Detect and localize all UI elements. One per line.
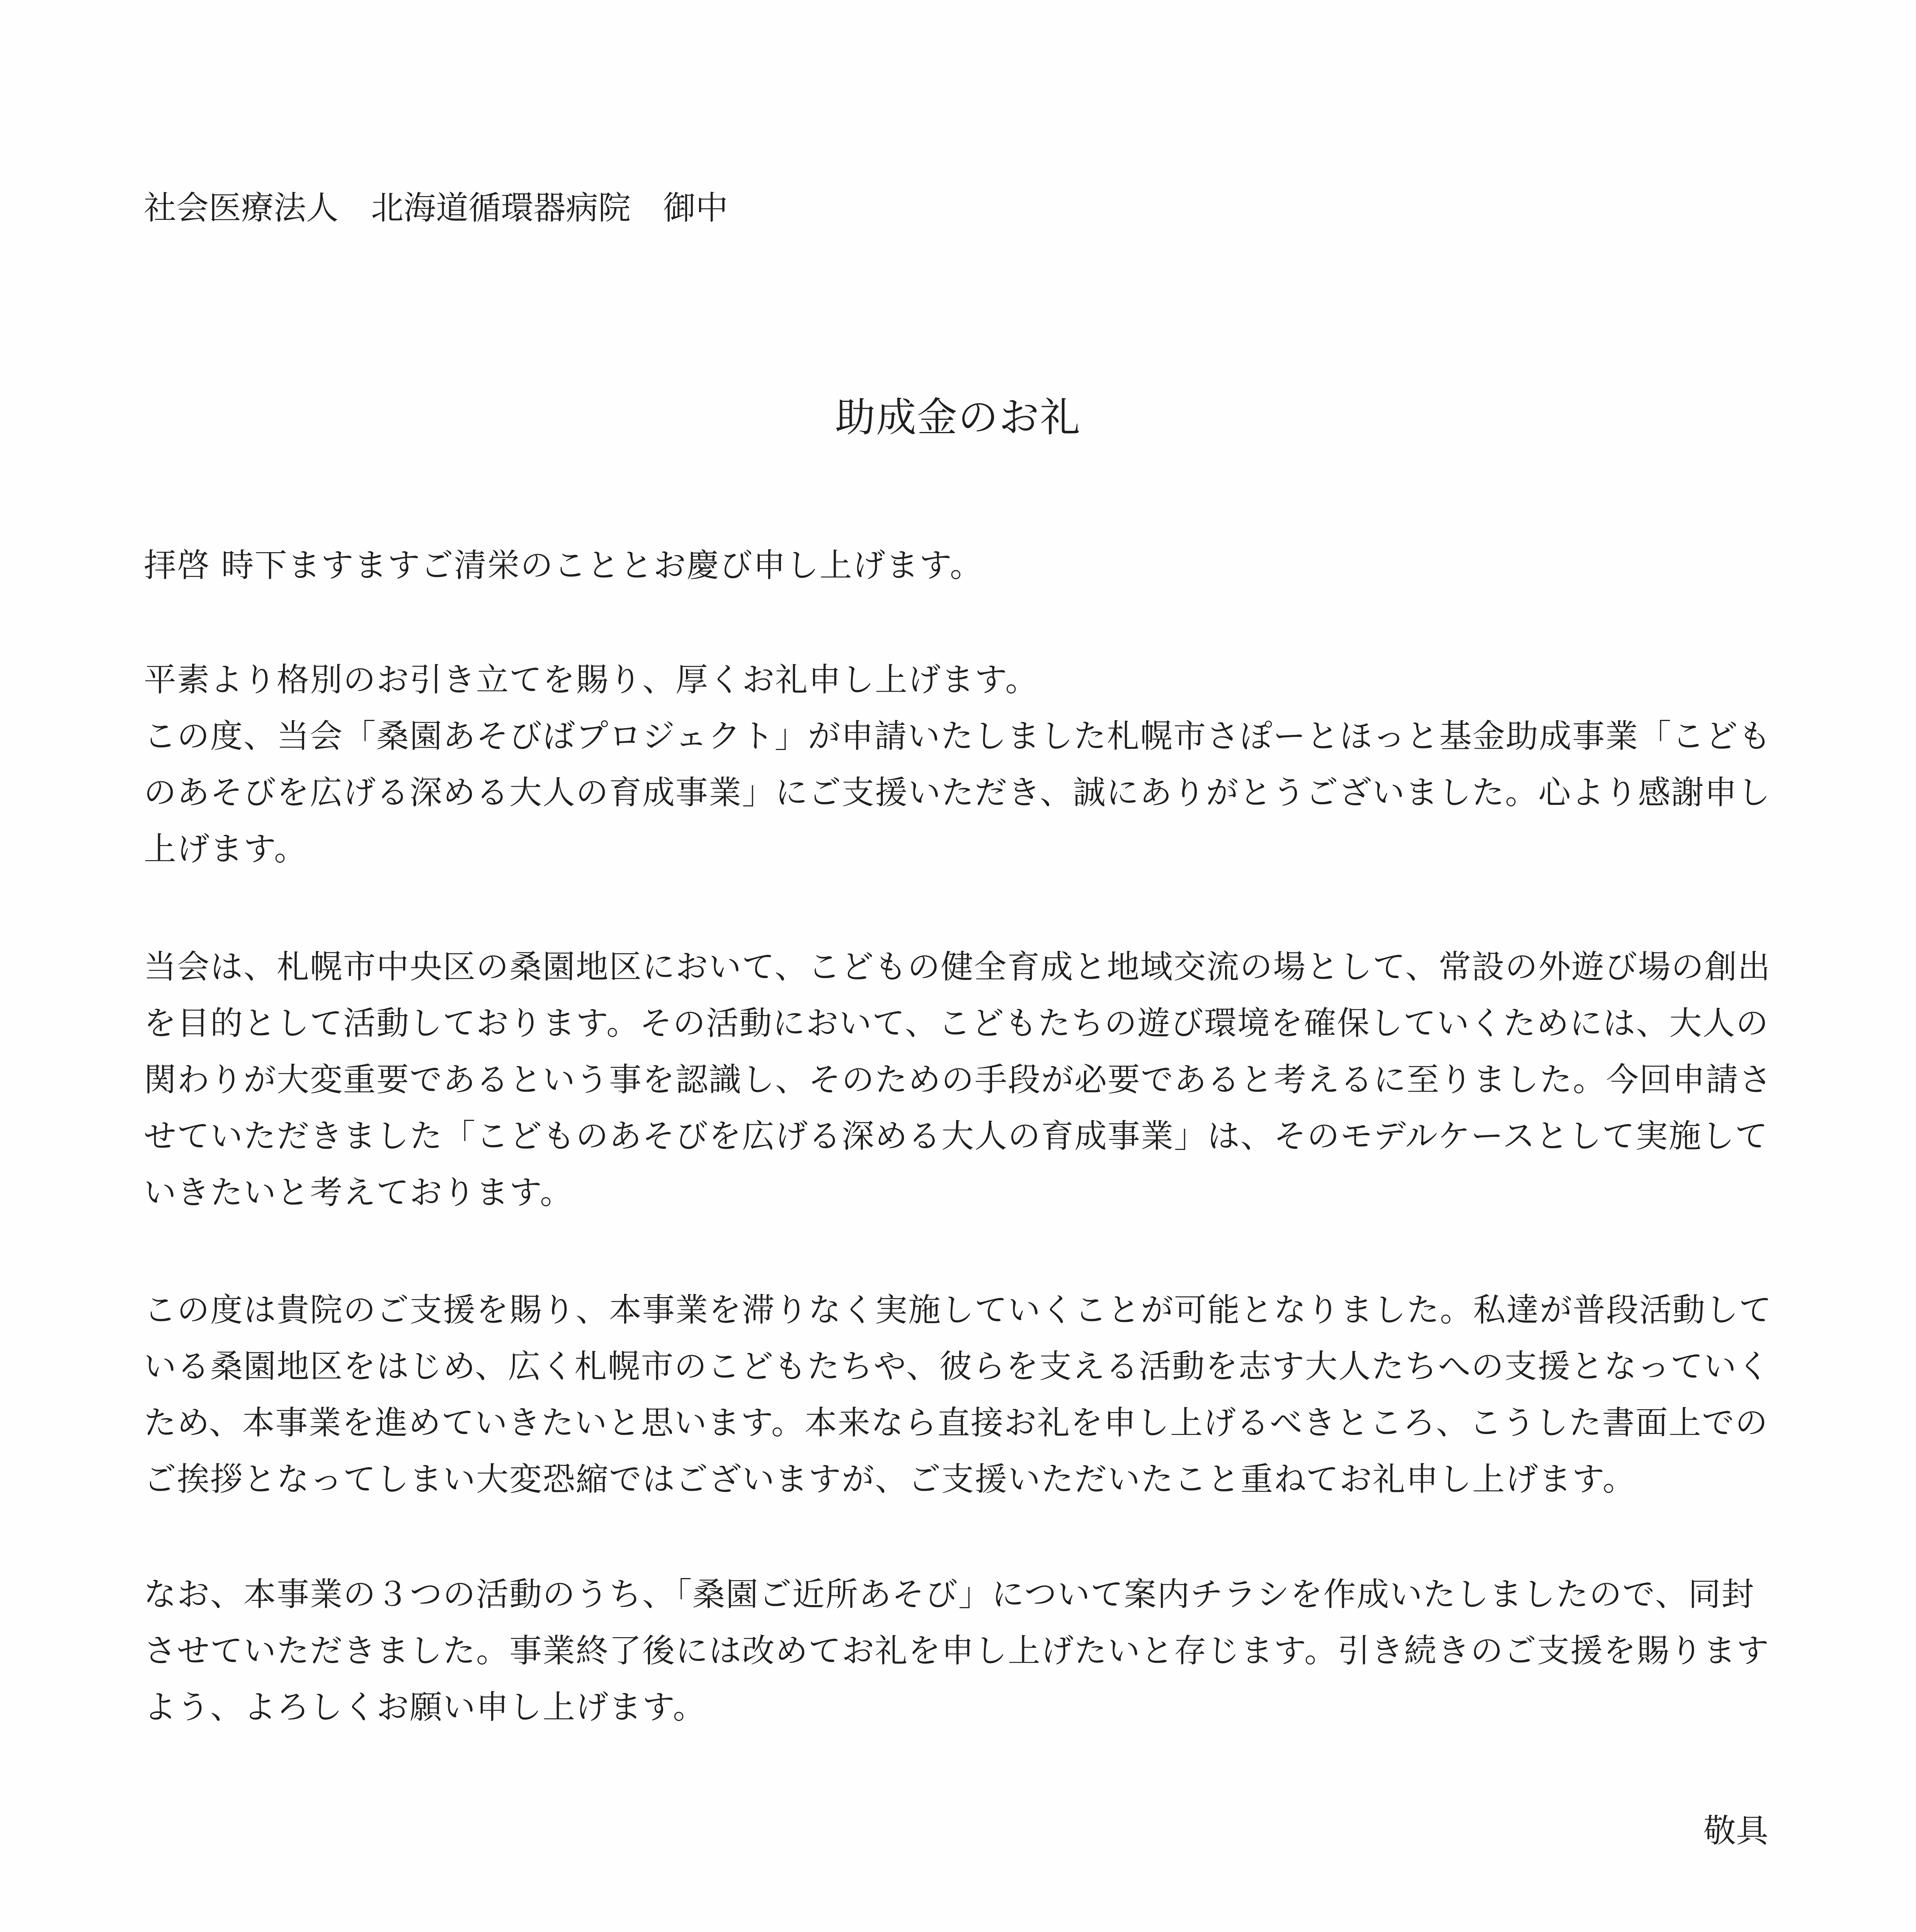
paragraph-line: ため、本事業を進めていきたいと思います。本来なら直接お礼を申し上げるべきところ、こうした書面上での — [144, 1404, 1768, 1442]
paragraph-line: 関わりが大変重要であるという事を認識し、そのための手段が必要であると考えるに至りました。今回申請さ — [144, 1061, 1773, 1099]
paragraph-line: 平素より格別のお引き立てを賜り、厚くお礼申し上げます。 — [144, 661, 1039, 699]
paragraph-enclosure — [144, 1566, 1782, 1735]
paragraph-line: この度、当会「桑園あそびばプロジェクト」が申請いたしました札幌市さぽーとほっと基金助成事業「こども — [144, 717, 1772, 755]
paragraph-line: なお、本事業の３つの活動のうち、「桑園ご近所あそび」について案内チラシを作成いたしましたので、同封 — [144, 1575, 1755, 1613]
paragraph-line: させていただきました。事業終了後には改めてお礼を申し上げたいと存じます。引き続きのご支援を賜ります — [144, 1632, 1770, 1670]
paragraph-line: 拝啓 時下ますますご清栄のこととお慶び申し上げます。 — [144, 546, 983, 584]
paragraph-support — [144, 1282, 1782, 1507]
paragraph-line: よう、よろしくお願い申し上げます。 — [144, 1688, 706, 1726]
paragraph-line: いる桑園地区をはじめ、広く札幌市のこどもたちや、彼らを支える活動を志す大人たちへの支援となっていく — [144, 1347, 1770, 1385]
paragraph-gratitude — [144, 651, 1782, 877]
paragraph-line: を目的として活動しております。その活動において、こどもたちの遊び環境を確保していくためには、大人の — [144, 1004, 1769, 1042]
letter-title: 助成金のお礼 — [835, 394, 1081, 441]
paragraph-line: 上げます。 — [144, 830, 308, 868]
paragraph-line: ご挨拶となってしまい大変恐縮ではございますが、ご支援いただいたこと重ねてお礼申し上げます。 — [144, 1460, 1636, 1498]
paragraph-line: のあそびを広げる深める大人の育成事業」にご支援いただき、誠にありがとうございました。心より感謝申し — [144, 774, 1771, 811]
addressee: 社会医療法人 北海道循環器病院 御中 — [144, 189, 728, 227]
greeting-paragraph — [144, 537, 1782, 594]
paragraph-line: せていただきました「こどものあそびを広げる深める大人の育成事業」は、そのモデルケースとして実施して — [144, 1117, 1768, 1155]
paragraph-line: 当会は、札幌市中央区の桑園地区において、こどもの健全育成と地域交流の場として、常設の外遊び場の創出 — [144, 948, 1771, 986]
paragraph-activities — [144, 939, 1782, 1221]
closing-keigu: 敬具 — [1703, 1812, 1768, 1850]
paragraph-line: この度は貴院のご支援を賜り、本事業を滞りなく実施していくことが可能となりました。私達が普段活動して — [144, 1291, 1773, 1329]
paragraph-line: いきたいと考えております。 — [144, 1173, 573, 1211]
